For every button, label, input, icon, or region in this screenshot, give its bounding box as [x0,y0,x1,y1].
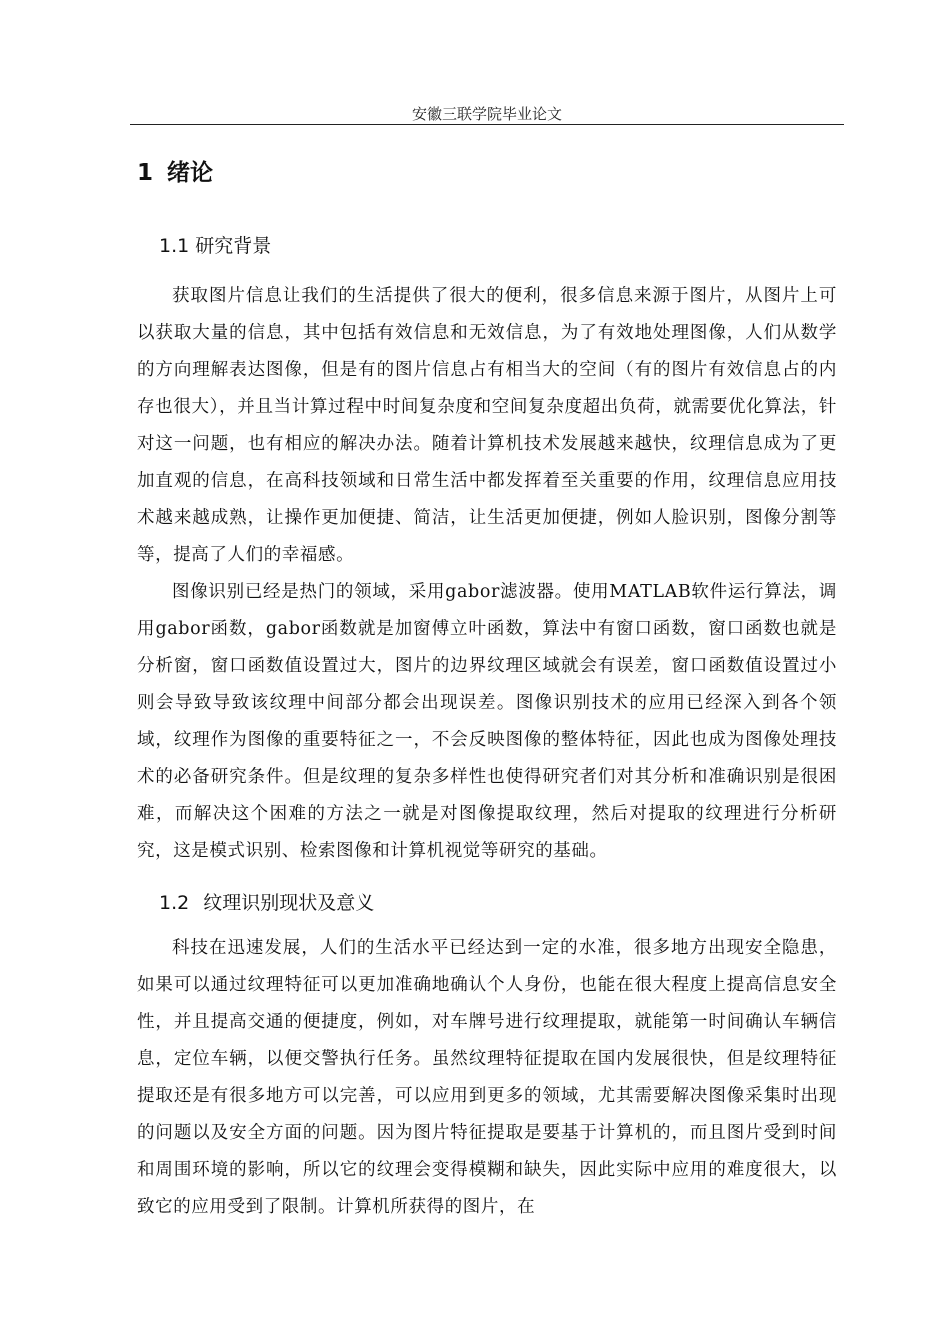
section-heading-1-2 [159,888,374,918]
body-paragraph: 获取图片信息让我们的生活提供了很大的便利，很多信息来源于图片，从图片上可以获取大量的信息，其中包括有效信息和无效信息，为了有效地处理图像，人们从数学的方向理解表达图像，但是有的图片信息占有相当大的空间（有的图片有效信息占的内存也很大），并且当计算过程中时间复杂度和空间复杂度超出负荷，就需要优化算法，针对这一问题，也有相应的解决办法。随着计算机技术发展越来越快，纹理信息成为了更加直观的信息，在高科技领域和日常生活中都发挥着至关重要的作用，纹理信息应用技术越来越成熟，让操作更加便捷、简洁，让生活更加便捷，例如人脸识别，图像分割等等，提高了人们的幸福感。 [137,286,837,565]
chapter-heading [137,156,213,190]
section-number: 1.1 [159,235,190,257]
section-title: 研究背景 [195,235,272,257]
chapter-number: 1 [137,160,154,186]
page-header-title: 安徽三联学院毕业论文 [411,105,562,123]
body-paragraph: 科技在迅速发展，人们的生活水平已经达到一定的水准，很多地方出现安全隐患，如果可以通过纹理特征可以更加准确地确认个人身份，也能在很大程度上提高信息安全性，并且提高交通的便捷度，例如，对车牌号进行纹理提取，就能第一时间确认车辆信息，定位车辆，以便交警执行任务。虽然纹理特征提取在国内发展很快，但是纹理特征提取还是有很多地方可以完善，可以应用到更多的领域，尤其需要解决图像采集时出现的问题以及安全方面的问题。因为图片特征提取是要基于计算机的，而且图片受到时间和周围环境的影响，所以它的纹理会变得模糊和缺失，因此实际中应用的难度很大，以致它的应用受到了限制。计算机所获得的图片，在 [137,938,837,1217]
chapter-title: 绪论 [167,160,214,186]
header-divider [130,124,844,125]
section-heading-1-1 [159,231,271,261]
section-number: 1.2 [159,892,190,914]
section-title: 纹理识别现状及意义 [203,892,375,914]
body-paragraph: 图像识别已经是热门的领域，采用gabor滤波器。使用MATLAB软件运行算法，调用gabor函数，gabor函数就是加窗傅立叶函数，算法中有窗口函数，窗口函数也就是分析窗，窗口函数值设置过大，图片的边界纹理区域就会有误差，窗口函数值设置过小则会导致导致该纹理中间部分都会出现误差。图像识别技术的应用已经深入到各个领域，纹理作为图像的重要特征之一，不会反映图像的整体特征，因此也成为图像处理技术的必备研究条件。但是纹理的复杂多样性也使得研究者们对其分析和准确识别是很困难，而解决这个困难的方法之一就是对图像提取纹理，然后对提取的纹理进行分析研究，这是模式识别、检索图像和计算机视觉等研究的基础。 [137,582,837,861]
